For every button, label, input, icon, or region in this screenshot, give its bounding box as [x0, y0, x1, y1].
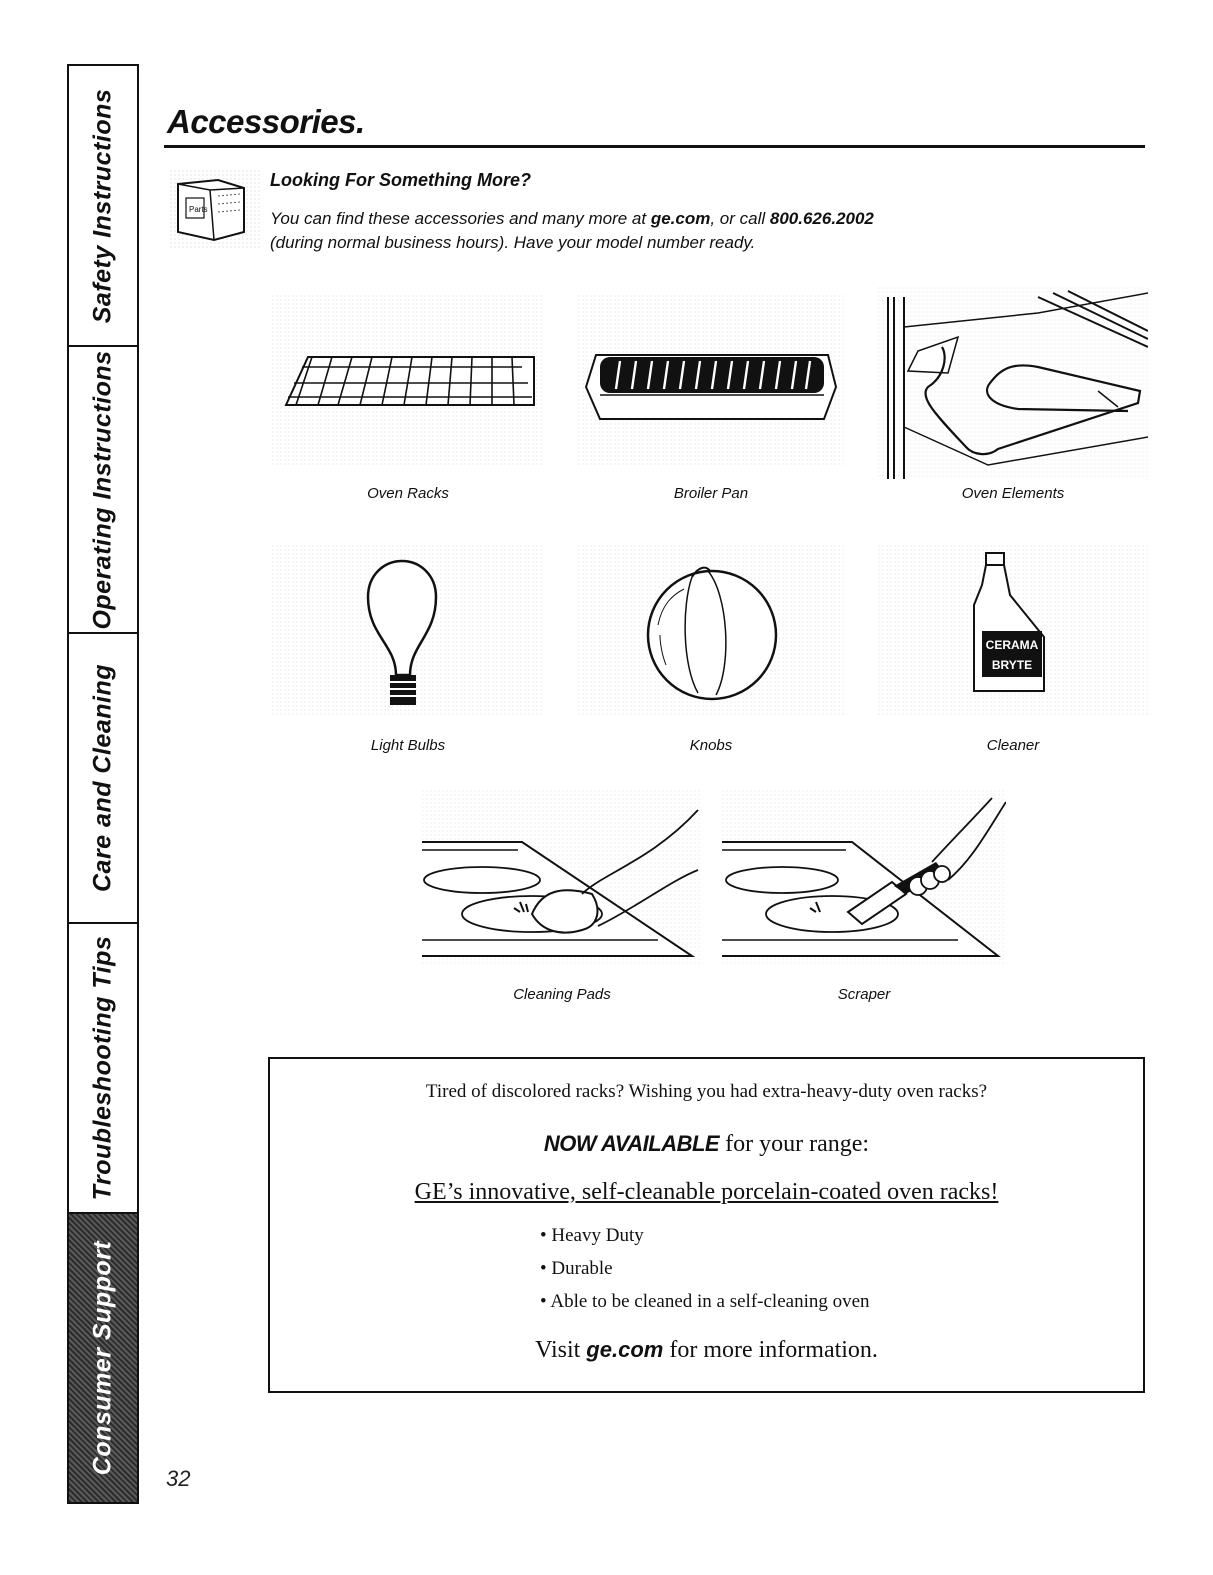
caption: Oven Racks: [367, 485, 449, 502]
intro-text-line2: (during normal business hours). Have your model number ready.: [270, 233, 756, 252]
tab-label: Safety Instructions: [88, 88, 117, 323]
broiler-pan-icon: [578, 295, 844, 465]
intro-text-part: You can find these accessories and many more at: [270, 209, 651, 228]
accessory-broiler-pan: [578, 295, 844, 510]
list-item: • Durable: [540, 1252, 870, 1285]
light-bulb-icon: [272, 545, 544, 715]
caption: Cleaning Pads: [513, 986, 611, 1003]
caption: Knobs: [689, 737, 733, 754]
oven-racks-icon: [272, 295, 544, 465]
page-number: 32: [166, 1466, 191, 1491]
website-link[interactable]: ge.com: [586, 1337, 664, 1362]
tab-consumer-support[interactable]: [69, 1214, 137, 1502]
bottle-label-1: CERAMA: [985, 638, 1039, 652]
list-item: • Heavy Duty: [540, 1219, 870, 1252]
callout-now-available: [270, 1131, 1143, 1158]
tab-label: Operating Instructions: [88, 349, 117, 630]
cleaning-pad-icon: [422, 790, 702, 966]
list-item: • Able to be cleaned in a self-cleaning oven: [540, 1285, 870, 1318]
phone-number: 800.626.2002: [769, 209, 874, 228]
cleaner-bottle-icon: [878, 545, 1148, 715]
intro-heading: Looking For Something More?: [270, 170, 531, 190]
tab-label: Care and Cleaning: [88, 664, 117, 892]
tab-troubleshooting-tips[interactable]: [69, 924, 137, 1214]
caption: Cleaner: [986, 737, 1040, 754]
now-available-label: NOW AVAILABLE: [543, 1131, 720, 1156]
tab-label: Troubleshooting Tips: [88, 935, 117, 1201]
caption: Broiler Pan: [673, 485, 749, 502]
bottle-label-2: BRYTE: [991, 658, 1033, 672]
callout-question: Tired of discolored racks? Wishing you had extra-heavy-duty oven racks?: [425, 1081, 988, 1102]
page-title: Accessories.: [167, 103, 365, 140]
title-rule: [164, 145, 1145, 148]
callout-headline: GE’s innovative, self-cleanable porcelain-coated oven racks!: [414, 1179, 999, 1205]
accessory-light-bulbs: [272, 545, 544, 760]
accessory-cleaner: [878, 545, 1148, 760]
tab-care-and-cleaning[interactable]: [69, 634, 137, 924]
tab-label: Consumer Support: [88, 1240, 117, 1476]
caption: Light Bulbs: [370, 737, 446, 754]
porcelain-racks-callout: [268, 1057, 1145, 1393]
accessory-oven-racks: [272, 295, 544, 510]
intro-text-part: , or call: [710, 209, 770, 228]
side-tab-nav: [67, 64, 139, 1504]
parts-label: Parts: [189, 205, 208, 214]
scraper-icon: [722, 790, 1006, 966]
callout-visit: [270, 1337, 1143, 1364]
callout-line2-rest: for your range:: [719, 1131, 870, 1157]
parts-box-icon: [170, 170, 260, 248]
accessory-scraper: [722, 790, 1006, 1010]
visit-text: Visit: [535, 1337, 587, 1363]
accessory-oven-elements: [878, 287, 1148, 510]
caption: Scraper: [837, 986, 891, 1003]
tab-operating-instructions[interactable]: [69, 347, 137, 634]
accessory-knobs: [578, 545, 844, 760]
knob-icon: [578, 545, 844, 715]
oven-elements-icon: [878, 287, 1148, 479]
intro-text: [270, 207, 1030, 255]
accessory-cleaning-pads: [422, 790, 702, 1010]
feature-list: [540, 1219, 870, 1318]
caption: Oven Elements: [961, 485, 1065, 502]
tab-safety-instructions[interactable]: [69, 66, 137, 347]
visit-text: for more information.: [663, 1337, 878, 1363]
website-link[interactable]: ge.com: [650, 209, 711, 228]
